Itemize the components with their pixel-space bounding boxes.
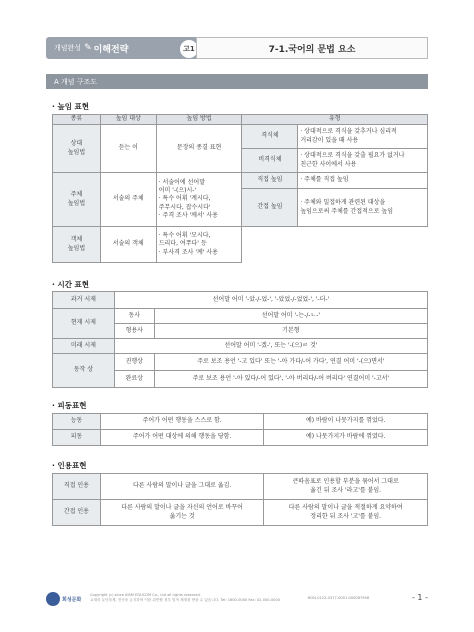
passive-desc: 주어가 어떤 대상에 의해 행동을 당함. [100,430,264,446]
target-relative: 듣는 이 [100,125,156,173]
series-label: 개념완성 [54,44,82,52]
direct-quote-label: 직접 인용 [53,474,101,500]
aspect-label: 동작 상 [53,354,115,388]
series-tag [46,37,196,59]
passive-label: 피동 [53,430,101,446]
book-label: 이해전략 [93,44,129,55]
verb-desc: 선어말 어미 '-는-/-ㄴ-' [154,309,427,324]
page-title-box [196,37,428,59]
section-bar [46,74,428,89]
type-informal-desc: · 상대적으로 격식을 갖출 필요가 없거나 친근한 사이에서 사용 [298,149,428,173]
honorific-title: · 높임 표현 [52,102,90,111]
future-desc: 선어말 어미 '-겠-', 또는 '-(으)ㄹ 것' [114,339,427,354]
active-desc: 주어가 어떤 행동을 스스로 함. [100,414,264,430]
tense-title: · 시간 표현 [52,280,90,289]
perfective-desc: 주로 보조 용언 '-아 있다/-어 있다', '-아 버리다/-어 버리다' 연결어미 '-고서' [154,371,427,388]
header-type: 유형 [242,115,428,125]
direct-quote-desc: 다른 사람의 말이나 글을 그대로 옮김. [100,474,264,500]
type-informal: 비격식체 [242,149,298,173]
indirect-quote-label: 간접 인용 [53,500,101,526]
voice-table [52,413,428,446]
type-formal: 격식체 [242,125,298,149]
direct-quote-how: 큰따옴표로 인용할 부분을 묶어서 그대로 옮긴 뒤 조사 '라고'를 붙임. [264,474,428,500]
past-label: 과거 시제 [53,292,115,309]
adj-desc: 기본형 [154,324,427,339]
passive-example: 예) 나뭇가지가 바람에 꺾였다. [264,430,428,446]
honorific-table [52,114,428,263]
type-direct: 직접 높임 [242,173,298,189]
active-label: 능동 [53,414,101,430]
method-object: · 특수 어휘 '모시다, 드리다, 여쭈다' 등 · 부사격 조사 '께' 사용 [156,227,242,263]
quotation-title: · 인용표현 [52,461,87,470]
page-footer [46,592,428,608]
active-example: 예) 바람이 나뭇가지를 꺾었다. [264,414,428,430]
verb-label: 동사 [114,309,154,324]
method-subject: · 서술어에 선어말 어미 '-(으)시-' · 특수 어휘 '계시다, 주무시다, 잡수시다' · 주격 조사 '께서' 사용 [156,173,242,227]
grade-badge: 고1 [179,39,199,59]
tense-table [52,291,428,388]
past-desc: 선어말 어미 '-았-/-었-', '-았었-/-었었-', '-더-' [114,292,427,309]
indirect-quote-how: 다른 사람의 말이나 글을 적절하게 요약하여 정리한 뒤 조사 '고'를 붙임. [264,500,428,526]
target-object: 서술의 객체 [100,227,156,263]
page-title: 7-1.국어의 문법 요소 [268,44,356,55]
publisher-name: 희성문화 [62,597,82,603]
pencil-icon: ✎ [84,43,92,53]
present-label: 현재 시제 [53,309,115,339]
future-label: 미래 시제 [53,339,115,354]
perfective-label: 완료상 [114,371,154,388]
voice-title: · 피동표현 [52,401,87,410]
type-indirect-desc: · 주체와 밀접하게 관련된 대상을 높임으로써 주체를 간접적으로 높임 [298,189,428,227]
progressive-desc: 주로 보조 용언 '-고 있다' 또는 '-아 가다/-어 가다', 연결 어미 '-(으)면서' [154,354,427,371]
adj-label: 형용사 [114,324,154,339]
page-header [46,37,428,59]
kind-subject: 주체 높임법 [53,173,101,227]
copyright-text: Copyright (c) since KISM EDUCOM Co., Ltd all rights reserved. 교재의 무단복제, 전송을 금지하며 이를 위반할 경우 법적 제재를 받을 수 있습니다. Tel: 1600-0000 Fax: 02-000-0000 [90,593,281,603]
page-number: - 1 - [412,593,428,602]
header-target: 높임 대상 [100,115,156,125]
type-direct-desc: · 주체를 직접 높임 [298,173,428,189]
quotation-table [52,473,428,526]
section-title: A 개념 구조도 [54,77,98,86]
type-formal-desc: · 상대적으로 격식을 갖추거나 심리적 거리감이 있을 때 사용 [298,125,428,149]
indirect-quote-desc: 다른 사람의 말이나 글을 자신의 언어로 바꾸어 옮기는 것 [100,500,264,526]
publisher-logo-icon [46,592,60,606]
progressive-label: 진행상 [114,354,154,371]
document-code: BON-0122-0377-0001-000087958 [308,596,370,600]
target-subject: 서술의 주체 [100,173,156,227]
type-indirect: 간접 높임 [242,189,298,227]
method-relative: 문장의 종결 표현 [156,125,242,173]
header-kind: 종류 [53,115,101,125]
header-method: 높임 방법 [156,115,242,125]
kind-relative: 상대 높임법 [53,125,101,173]
kind-object: 객체 높임법 [53,227,101,263]
